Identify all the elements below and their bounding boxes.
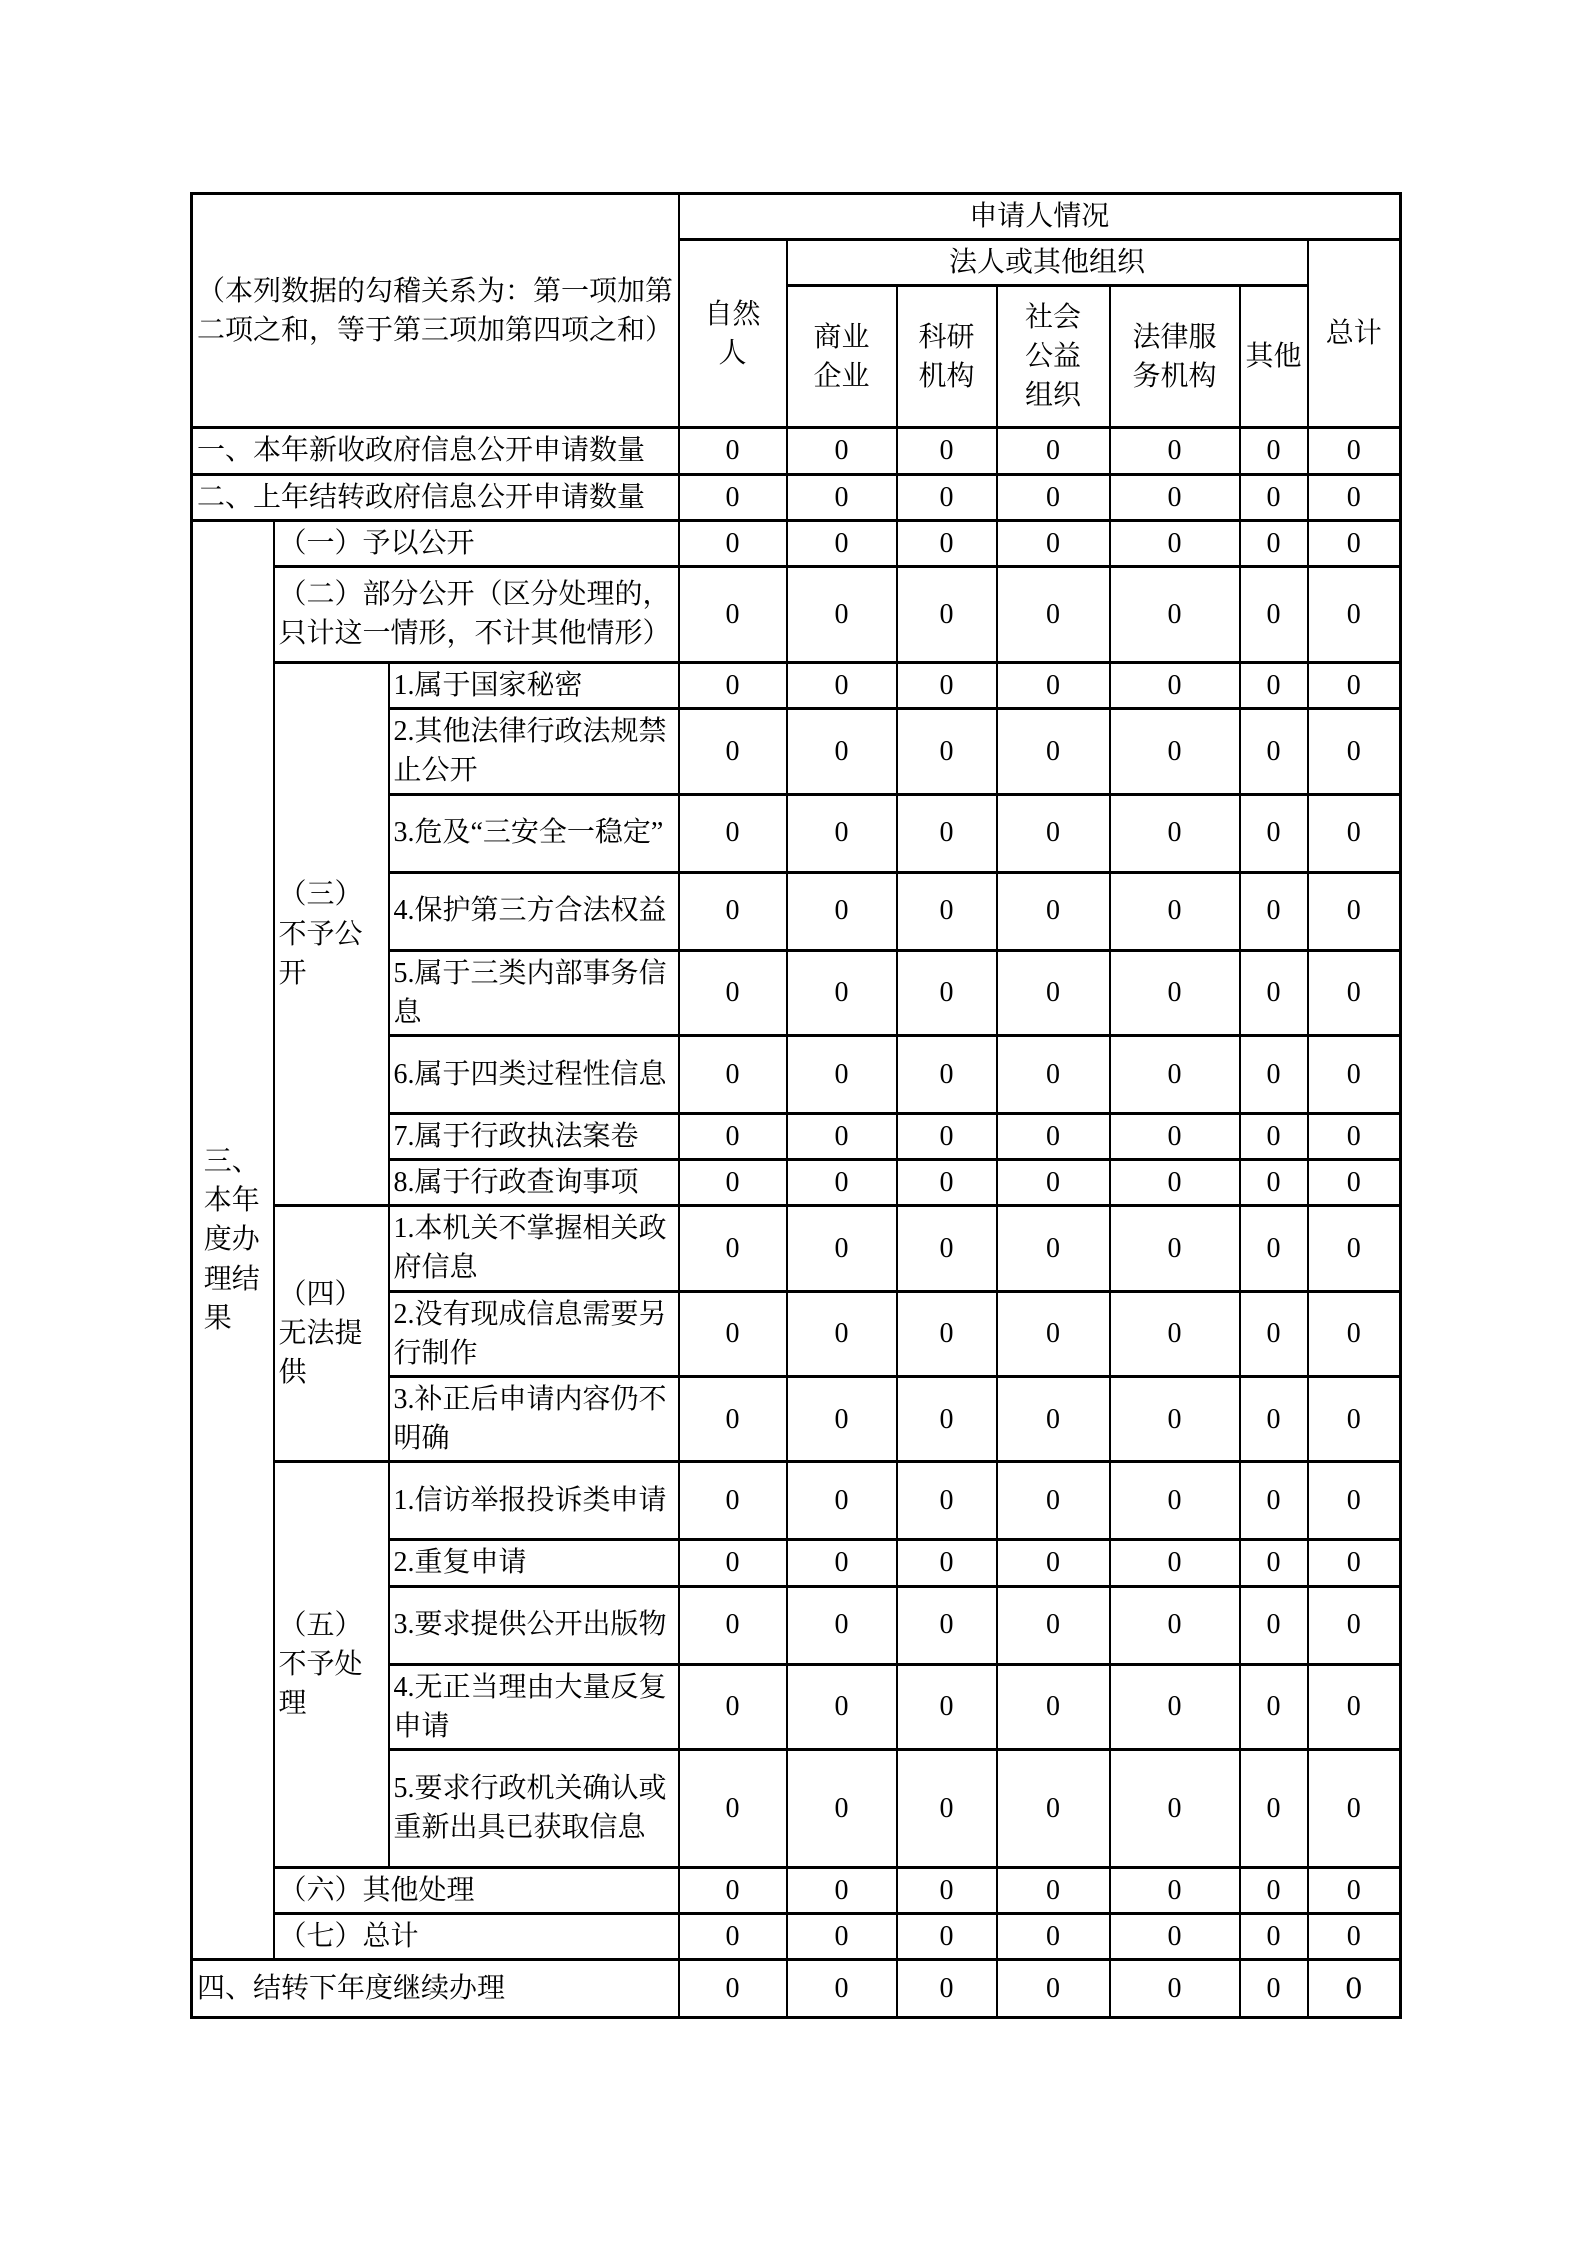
row-label: 一、本年新收政府信息公开申请数量 xyxy=(192,428,679,474)
value-cell: 0 xyxy=(679,1914,787,1960)
value-cell: 0 xyxy=(679,1867,787,1913)
row-label: 四、结转下年度继续办理 xyxy=(192,1960,679,2018)
value-cell: 0 xyxy=(1110,1960,1240,2018)
value-cell: 0 xyxy=(897,1540,997,1586)
value-cell: 0 xyxy=(997,872,1110,950)
value-cell: 0 xyxy=(897,709,997,794)
value-cell: 0 xyxy=(897,1377,997,1462)
value-cell: 0 xyxy=(1308,1586,1401,1664)
table-note: （本列数据的勾稽关系为：第一项加第二项之和，等于第三项加第四项之和） xyxy=(192,194,679,428)
value-cell: 0 xyxy=(997,1586,1110,1664)
value-cell: 0 xyxy=(997,1914,1110,1960)
value-cell: 0 xyxy=(1240,1586,1308,1664)
value-cell: 0 xyxy=(897,1462,997,1540)
section-label-annual-results-text: 三、本年度办理结果 xyxy=(203,1146,260,1334)
value-cell: 0 xyxy=(787,1540,897,1586)
value-cell: 0 xyxy=(1110,566,1240,662)
value-cell: 0 xyxy=(1308,950,1401,1035)
value-cell: 0 xyxy=(1240,1206,1308,1291)
value-cell: 0 xyxy=(1308,709,1401,794)
value-cell: 0 xyxy=(1308,1540,1401,1586)
value-cell: 0 xyxy=(1308,1377,1401,1462)
row-label: 5.属于三类内部事务信息 xyxy=(389,950,679,1035)
value-cell: 0 xyxy=(897,566,997,662)
value-cell: 0 xyxy=(679,1462,787,1540)
value-cell: 0 xyxy=(897,1749,997,1867)
col-header-commercial-label: 商业企业 xyxy=(813,321,870,392)
group-label-unable-to-provide-text: （四）无法提供 xyxy=(278,1279,363,1389)
value-cell: 0 xyxy=(997,1749,1110,1867)
value-cell: 0 xyxy=(997,662,1110,708)
value-cell: 0 xyxy=(787,1113,897,1159)
value-cell: 0 xyxy=(997,1160,1110,1206)
value-cell: 0 xyxy=(1308,474,1401,520)
row-label: 3.危及“三安全一稳定” xyxy=(389,794,679,872)
value-cell: 0 xyxy=(1240,1113,1308,1159)
value-cell: 0 xyxy=(787,950,897,1035)
value-cell: 0 xyxy=(1110,662,1240,708)
value-cell: 0 xyxy=(679,1206,787,1291)
value-cell: 0 xyxy=(1240,1035,1308,1113)
value-cell: 0 xyxy=(897,1664,997,1749)
row-label: 二、上年结转政府信息公开申请数量 xyxy=(192,474,679,520)
value-cell: 0 xyxy=(1308,520,1401,566)
value-cell: 0 xyxy=(897,872,997,950)
col-header-other: 其他 xyxy=(1240,286,1308,428)
value-cell: 0 xyxy=(897,428,997,474)
row-label: 1.属于国家秘密 xyxy=(389,662,679,708)
value-cell: 0 xyxy=(679,1160,787,1206)
col-header-total xyxy=(1308,240,1401,428)
value-cell: 0 xyxy=(787,1035,897,1113)
group-label-not-disclosed-text: （三）不予公开 xyxy=(278,879,363,989)
value-cell: 0 xyxy=(679,1586,787,1664)
row-label: （二）部分公开（区分处理的，只计这一情形，不计其他情形） xyxy=(274,566,679,662)
value-cell: 0 xyxy=(997,1664,1110,1749)
value-cell: 0 xyxy=(1308,1160,1401,1206)
value-cell: 0 xyxy=(1240,1377,1308,1462)
section-label-annual-results xyxy=(192,520,274,1960)
value-cell: 0 xyxy=(787,1914,897,1960)
value-cell: 0 xyxy=(679,1664,787,1749)
value-cell: 0 xyxy=(787,1377,897,1462)
value-cell: 0 xyxy=(1110,1664,1240,1749)
value-cell: 0 xyxy=(897,662,997,708)
value-cell: 0 xyxy=(787,1664,897,1749)
value-cell: 0 xyxy=(997,1035,1110,1113)
row-label: 5.要求行政机关确认或重新出具已获取信息 xyxy=(389,1749,679,1867)
value-cell: 0 xyxy=(897,1113,997,1159)
value-cell: 0 xyxy=(1308,1960,1401,2018)
col-header-research-institution xyxy=(897,286,997,428)
value-cell: 0 xyxy=(997,1291,1110,1376)
value-cell: 0 xyxy=(1240,566,1308,662)
group-label-not-processed-text: （五）不予处理 xyxy=(278,1609,363,1720)
value-cell: 0 xyxy=(679,709,787,794)
col-header-total-label: 总计 xyxy=(1325,318,1382,350)
value-cell: 0 xyxy=(997,474,1110,520)
value-cell: 0 xyxy=(1240,950,1308,1035)
value-cell: 0 xyxy=(1110,1113,1240,1159)
row-label: 2.没有现成信息需要另行制作 xyxy=(389,1291,679,1376)
row-label: 3.补正后申请内容仍不明确 xyxy=(389,1377,679,1462)
value-cell: 0 xyxy=(787,428,897,474)
value-cell: 0 xyxy=(997,1540,1110,1586)
row-label: 7.属于行政执法案卷 xyxy=(389,1113,679,1159)
value-cell: 0 xyxy=(787,709,897,794)
col-header-natural-person-label: 自然人 xyxy=(704,298,761,369)
value-cell: 0 xyxy=(1110,1462,1240,1540)
value-cell: 0 xyxy=(1308,1749,1401,1867)
value-cell: 0 xyxy=(1240,1664,1308,1749)
value-cell: 0 xyxy=(1308,566,1401,662)
value-cell: 0 xyxy=(1110,1206,1240,1291)
value-cell: 0 xyxy=(1308,872,1401,950)
row-label: 1.本机关不掌握相关政府信息 xyxy=(389,1206,679,1291)
value-cell: 0 xyxy=(1240,662,1308,708)
value-cell: 0 xyxy=(1110,1160,1240,1206)
value-cell: 0 xyxy=(997,1377,1110,1462)
value-cell: 0 xyxy=(1240,1291,1308,1376)
value-cell: 0 xyxy=(1240,428,1308,474)
value-cell: 0 xyxy=(1308,662,1401,708)
value-cell: 0 xyxy=(787,1960,897,2018)
value-cell: 0 xyxy=(997,709,1110,794)
header-applicant-status: 申请人情况 xyxy=(679,194,1401,240)
value-cell: 0 xyxy=(1240,794,1308,872)
col-header-social-welfare-org xyxy=(997,286,1110,428)
value-cell: 0 xyxy=(1110,1586,1240,1664)
value-cell: 0 xyxy=(1240,1914,1308,1960)
col-header-social-welfare-label: 社会公益组织 xyxy=(1024,302,1081,412)
value-cell: 0 xyxy=(1240,872,1308,950)
value-cell: 0 xyxy=(1240,474,1308,520)
value-cell: 0 xyxy=(787,1749,897,1867)
value-cell: 0 xyxy=(1110,1914,1240,1960)
value-cell: 0 xyxy=(1110,1035,1240,1113)
value-cell: 0 xyxy=(679,1960,787,2018)
value-cell: 0 xyxy=(1110,794,1240,872)
value-cell: 0 xyxy=(679,566,787,662)
value-cell: 0 xyxy=(1110,428,1240,474)
value-cell: 0 xyxy=(1308,1914,1401,1960)
value-cell: 0 xyxy=(1240,1960,1308,2018)
value-cell: 0 xyxy=(679,1540,787,1586)
group-label-not-disclosed xyxy=(274,662,389,1205)
value-cell: 0 xyxy=(1110,474,1240,520)
value-cell: 0 xyxy=(787,1206,897,1291)
row-label: 6.属于四类过程性信息 xyxy=(389,1035,679,1113)
value-cell: 0 xyxy=(1308,1867,1401,1913)
value-cell: 0 xyxy=(679,872,787,950)
value-cell: 0 xyxy=(997,794,1110,872)
value-cell: 0 xyxy=(1110,520,1240,566)
value-cell: 0 xyxy=(787,1462,897,1540)
value-cell: 0 xyxy=(787,1586,897,1664)
row-label: （七）总计 xyxy=(274,1914,679,1960)
col-header-research-label: 科研机构 xyxy=(918,321,975,392)
row-label: 2.其他法律行政法规禁止公开 xyxy=(389,709,679,794)
value-cell: 0 xyxy=(897,1035,997,1113)
value-cell: 0 xyxy=(787,1867,897,1913)
col-header-legal-service-label: 法律服务机构 xyxy=(1132,321,1217,392)
value-cell: 0 xyxy=(679,428,787,474)
value-cell: 0 xyxy=(787,1291,897,1376)
value-cell: 0 xyxy=(1308,428,1401,474)
value-cell: 0 xyxy=(997,1462,1110,1540)
value-cell: 0 xyxy=(1110,872,1240,950)
value-cell: 0 xyxy=(897,520,997,566)
value-cell: 0 xyxy=(897,1206,997,1291)
group-label-unable-to-provide xyxy=(274,1206,389,1462)
value-cell: 0 xyxy=(997,1960,1110,2018)
value-cell: 0 xyxy=(679,474,787,520)
value-cell: 0 xyxy=(1240,1867,1308,1913)
disclosure-requests-table xyxy=(190,192,1402,2019)
value-cell: 0 xyxy=(1240,1160,1308,1206)
value-cell: 0 xyxy=(997,950,1110,1035)
value-cell: 0 xyxy=(787,520,897,566)
value-cell: 0 xyxy=(1110,1377,1240,1462)
value-cell: 0 xyxy=(1308,1206,1401,1291)
value-cell: 0 xyxy=(1240,709,1308,794)
value-cell: 0 xyxy=(897,1914,997,1960)
value-cell: 0 xyxy=(787,474,897,520)
value-cell: 0 xyxy=(1110,1749,1240,1867)
value-cell: 0 xyxy=(1110,1867,1240,1913)
value-cell: 0 xyxy=(787,872,897,950)
value-cell: 0 xyxy=(897,1867,997,1913)
row-label: 2.重复申请 xyxy=(389,1540,679,1586)
value-cell: 0 xyxy=(997,520,1110,566)
value-cell: 0 xyxy=(897,1960,997,2018)
value-cell: 0 xyxy=(679,1113,787,1159)
value-cell: 0 xyxy=(1308,1664,1401,1749)
value-cell: 0 xyxy=(897,950,997,1035)
value-cell: 0 xyxy=(679,1377,787,1462)
value-cell: 0 xyxy=(679,1291,787,1376)
value-cell: 0 xyxy=(1308,1462,1401,1540)
value-cell: 0 xyxy=(897,1160,997,1206)
value-cell: 0 xyxy=(1240,1540,1308,1586)
value-cell: 0 xyxy=(997,428,1110,474)
col-header-legal-service-org xyxy=(1110,286,1240,428)
group-label-not-processed xyxy=(274,1462,389,1868)
value-cell: 0 xyxy=(1308,1291,1401,1376)
value-cell: 0 xyxy=(1308,1035,1401,1113)
value-cell: 0 xyxy=(897,1586,997,1664)
col-header-commercial-enterprise xyxy=(787,286,897,428)
value-cell: 0 xyxy=(787,662,897,708)
value-cell: 0 xyxy=(1110,950,1240,1035)
row-label: 3.要求提供公开出版物 xyxy=(389,1586,679,1664)
value-cell: 0 xyxy=(787,794,897,872)
value-cell: 0 xyxy=(787,1160,897,1206)
value-cell: 0 xyxy=(787,566,897,662)
row-label: （一）予以公开 xyxy=(274,520,679,566)
value-cell: 0 xyxy=(1110,1291,1240,1376)
value-cell: 0 xyxy=(1240,1749,1308,1867)
value-cell: 0 xyxy=(997,1113,1110,1159)
header-legal-or-other-org: 法人或其他组织 xyxy=(787,240,1308,286)
value-cell: 0 xyxy=(679,1035,787,1113)
value-cell: 0 xyxy=(679,950,787,1035)
row-label: （六）其他处理 xyxy=(274,1867,679,1913)
row-label: 4.保护第三方合法权益 xyxy=(389,872,679,950)
value-cell: 0 xyxy=(1240,1462,1308,1540)
value-cell: 0 xyxy=(1240,520,1308,566)
value-cell: 0 xyxy=(1110,709,1240,794)
value-cell: 0 xyxy=(1308,794,1401,872)
row-label: 1.信访举报投诉类申请 xyxy=(389,1462,679,1540)
value-cell: 0 xyxy=(679,1749,787,1867)
value-cell: 0 xyxy=(679,662,787,708)
value-cell: 0 xyxy=(1110,1540,1240,1586)
row-label: 4.无正当理由大量反复申请 xyxy=(389,1664,679,1749)
value-cell: 0 xyxy=(679,794,787,872)
value-cell: 0 xyxy=(997,1206,1110,1291)
value-cell: 0 xyxy=(997,566,1110,662)
value-cell: 0 xyxy=(897,794,997,872)
value-cell: 0 xyxy=(1308,1113,1401,1159)
col-header-natural-person xyxy=(679,240,787,428)
value-cell: 0 xyxy=(897,1291,997,1376)
row-label: 8.属于行政查询事项 xyxy=(389,1160,679,1206)
value-cell: 0 xyxy=(679,520,787,566)
value-cell: 0 xyxy=(997,1867,1110,1913)
value-cell: 0 xyxy=(897,474,997,520)
